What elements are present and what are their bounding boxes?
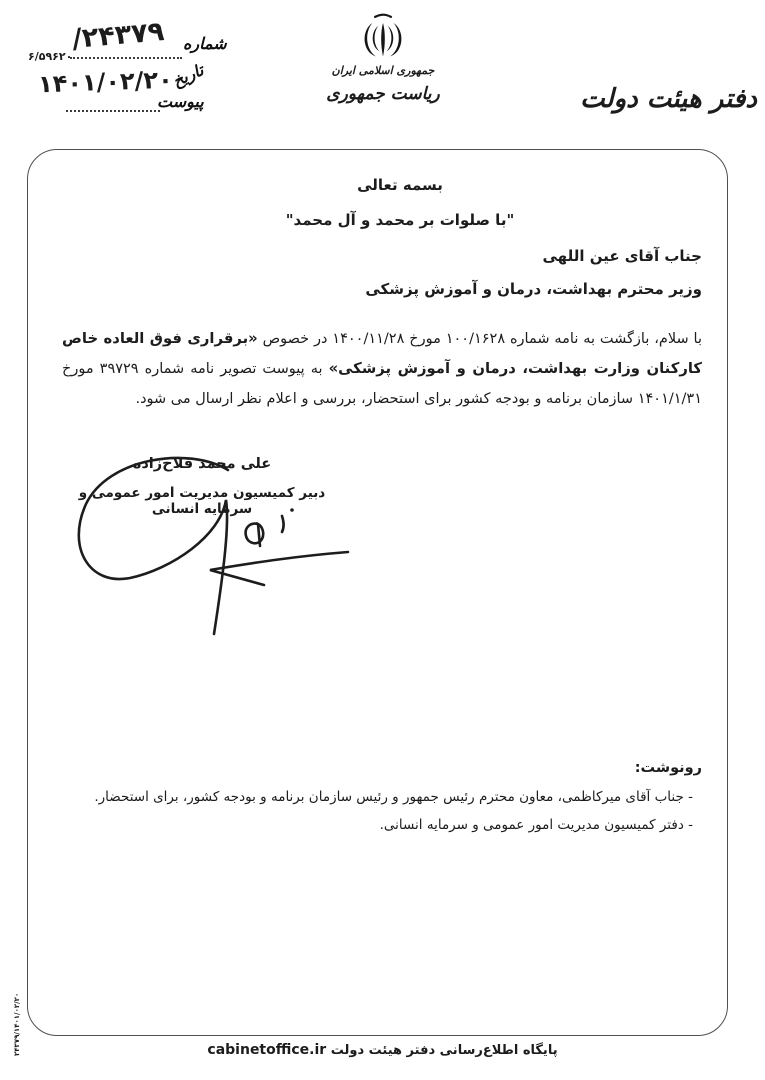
- letter-body-paragraph: [62, 324, 702, 414]
- recipient-name: جناب آقای عین اللهی: [542, 247, 702, 265]
- office-title: دفتر هیئت دولت: [580, 84, 757, 114]
- side-archive-code: ۲۴۳۷۹/۱۴۰۱/۰۲/۲۰: [13, 992, 21, 1056]
- number-ref-value: ۶/۵۹۶۲۰: [28, 50, 73, 63]
- body-text-post: به پیوست تصویر نامه شماره ۳۹۷۲۹ مورخ ۱۴۰۱/۱/۳۱ سازمان برنامه و بودجه کشور برای استحضار، بررسی و اعلام نظر ارسال می شود.: [62, 361, 702, 407]
- cc-item-1: - جناب آقای میرکاظمی، معاون محترم رئیس جمهور و رئیس سازمان برنامه و بودجه کشور، برای استحضار.: [94, 789, 693, 805]
- recipient-title: وزیر محترم بهداشت، درمان و آموزش پزشکی: [365, 280, 702, 298]
- body-text-bold-subject: «برقراری فوق العاده خاص کارکنان وزارت بهداشت، درمان و آموزش پزشکی»: [62, 330, 702, 377]
- cc-label: رونوشت:: [634, 760, 702, 776]
- handwritten-signature-icon: [68, 452, 353, 642]
- footer-site-text: پایگاه اطلاع‌رسانی دفتر هیئت دولت: [330, 1043, 558, 1058]
- salawat-line: "با صلوات بر محمد و آل محمد": [285, 211, 515, 229]
- republic-line2: ریاست جمهوری: [326, 84, 440, 104]
- attachment-label: پیوست: [157, 92, 204, 111]
- footer-site-url: cabinetoffice.ir: [207, 1042, 327, 1058]
- attachment-dotted-line: [66, 110, 160, 112]
- number-dotted-line: [70, 57, 182, 59]
- republic-line1: جمهوری اسلامی ایران: [331, 64, 435, 77]
- letter-date-value: ۱۴۰۱/۰۲/۲۰: [37, 65, 174, 99]
- signer-name: علی محمد فلاح‌زاده: [132, 456, 272, 472]
- signer-title: دبیر کمیسیون مدیریت امور عمومی و سرمایه انسانی: [78, 485, 326, 517]
- letter-number-value: /۲۴۳۷۹: [70, 16, 166, 55]
- iran-national-emblem-icon: [361, 12, 405, 64]
- number-label: شماره: [183, 34, 227, 53]
- body-text-pre: با سلام، بازگشت به نامه شماره ۱۰۰/۱۶۲۸ مورخ ۱۴۰۰/۱۱/۲۸ در خصوص: [257, 331, 702, 347]
- besmeleh-line: بسمه تعالی: [357, 176, 443, 194]
- date-label: تاریخ: [169, 60, 207, 91]
- footer-site-line: [0, 1042, 765, 1058]
- cc-item-2: - دفتر کمیسیون مدیریت امور عمومی و سرمایه انسانی.: [379, 817, 693, 833]
